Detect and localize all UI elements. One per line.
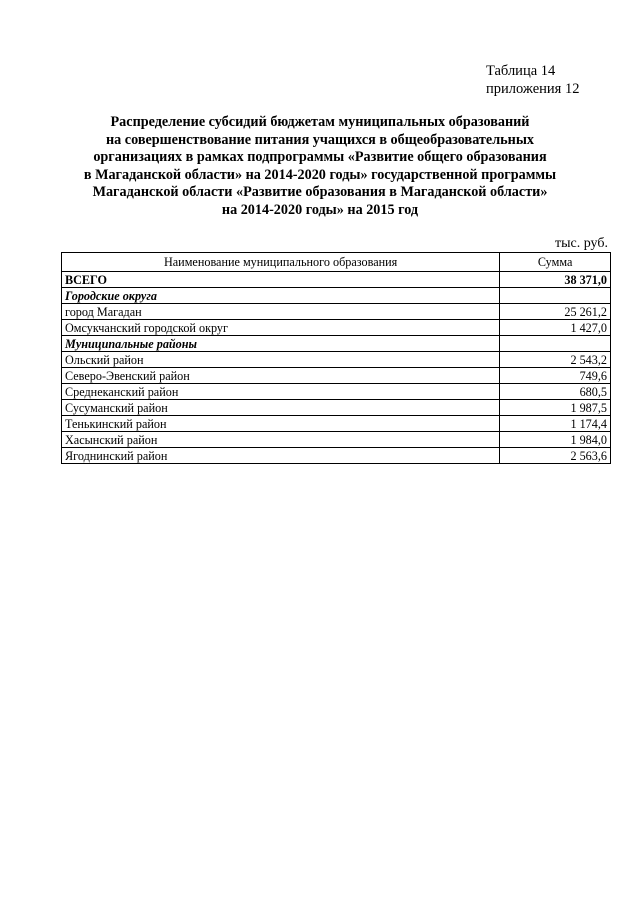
column-header-name: Наименование муниципального образования bbox=[62, 253, 500, 272]
group-row bbox=[62, 288, 611, 304]
municipality-name: Сусуманский район bbox=[62, 400, 500, 416]
municipality-sum: 1 427,0 bbox=[500, 320, 611, 336]
table-row bbox=[62, 352, 611, 368]
municipality-name: Омсукчанский городской округ bbox=[62, 320, 500, 336]
group-row bbox=[62, 336, 611, 352]
title-line: организациях в рамках подпрограммы «Развитие общего образования bbox=[93, 149, 547, 166]
group-title: Муниципальные районы bbox=[62, 336, 500, 352]
table-row bbox=[62, 448, 611, 464]
table-reference bbox=[486, 62, 579, 98]
group-sum-empty bbox=[500, 288, 611, 304]
municipality-name: Ягоднинский район bbox=[62, 448, 500, 464]
municipality-sum: 1 987,5 bbox=[500, 400, 611, 416]
table-row bbox=[62, 416, 611, 432]
subsidy-table bbox=[61, 252, 611, 464]
table-row bbox=[62, 384, 611, 400]
municipality-name: Ольский район bbox=[62, 352, 500, 368]
municipality-name: Тенькинский район bbox=[62, 416, 500, 432]
municipality-sum: 1 174,4 bbox=[500, 416, 611, 432]
units-label: тыс. руб. bbox=[555, 236, 608, 251]
appendix-number: приложения 12 bbox=[486, 81, 580, 97]
municipality-sum: 749,6 bbox=[500, 368, 611, 384]
municipality-sum: 2 543,2 bbox=[500, 352, 611, 368]
column-header-sum: Сумма bbox=[500, 253, 611, 272]
municipality-sum: 680,5 bbox=[500, 384, 611, 400]
table-number: Таблица 14 bbox=[486, 63, 556, 79]
title-line: Распределение субсидий бюджетам муниципальных образований bbox=[110, 114, 530, 130]
municipality-name: Хасынский район bbox=[62, 432, 500, 448]
municipality-sum: 2 563,6 bbox=[500, 448, 611, 464]
table-row bbox=[62, 320, 611, 336]
table-row bbox=[62, 304, 611, 320]
table-row bbox=[62, 368, 611, 384]
total-sum: 38 371,0 bbox=[500, 272, 611, 288]
municipality-name: город Магадан bbox=[62, 304, 500, 320]
title-line: Магаданской области «Развитие образования в Магаданской области» bbox=[92, 184, 548, 201]
table-row bbox=[62, 432, 611, 448]
title-line: на совершенствование питания учащихся в общеобразовательных bbox=[105, 131, 535, 148]
municipality-sum: 25 261,2 bbox=[500, 304, 611, 320]
total-row bbox=[62, 272, 611, 288]
table-header-row bbox=[62, 253, 611, 272]
group-sum-empty bbox=[500, 336, 611, 352]
group-title: Городские округа bbox=[62, 288, 500, 304]
municipality-name: Среднеканский район bbox=[62, 384, 500, 400]
municipality-name: Северо-Эвенский район bbox=[62, 368, 500, 384]
municipality-sum: 1 984,0 bbox=[500, 432, 611, 448]
total-label: ВСЕГО bbox=[62, 272, 500, 288]
title-line: в Магаданской области» на 2014-2020 годы» государственной программы bbox=[83, 166, 557, 183]
title-line: на 2014-2020 годы» на 2015 год bbox=[221, 201, 419, 218]
document-title bbox=[40, 114, 600, 220]
table-row bbox=[62, 400, 611, 416]
